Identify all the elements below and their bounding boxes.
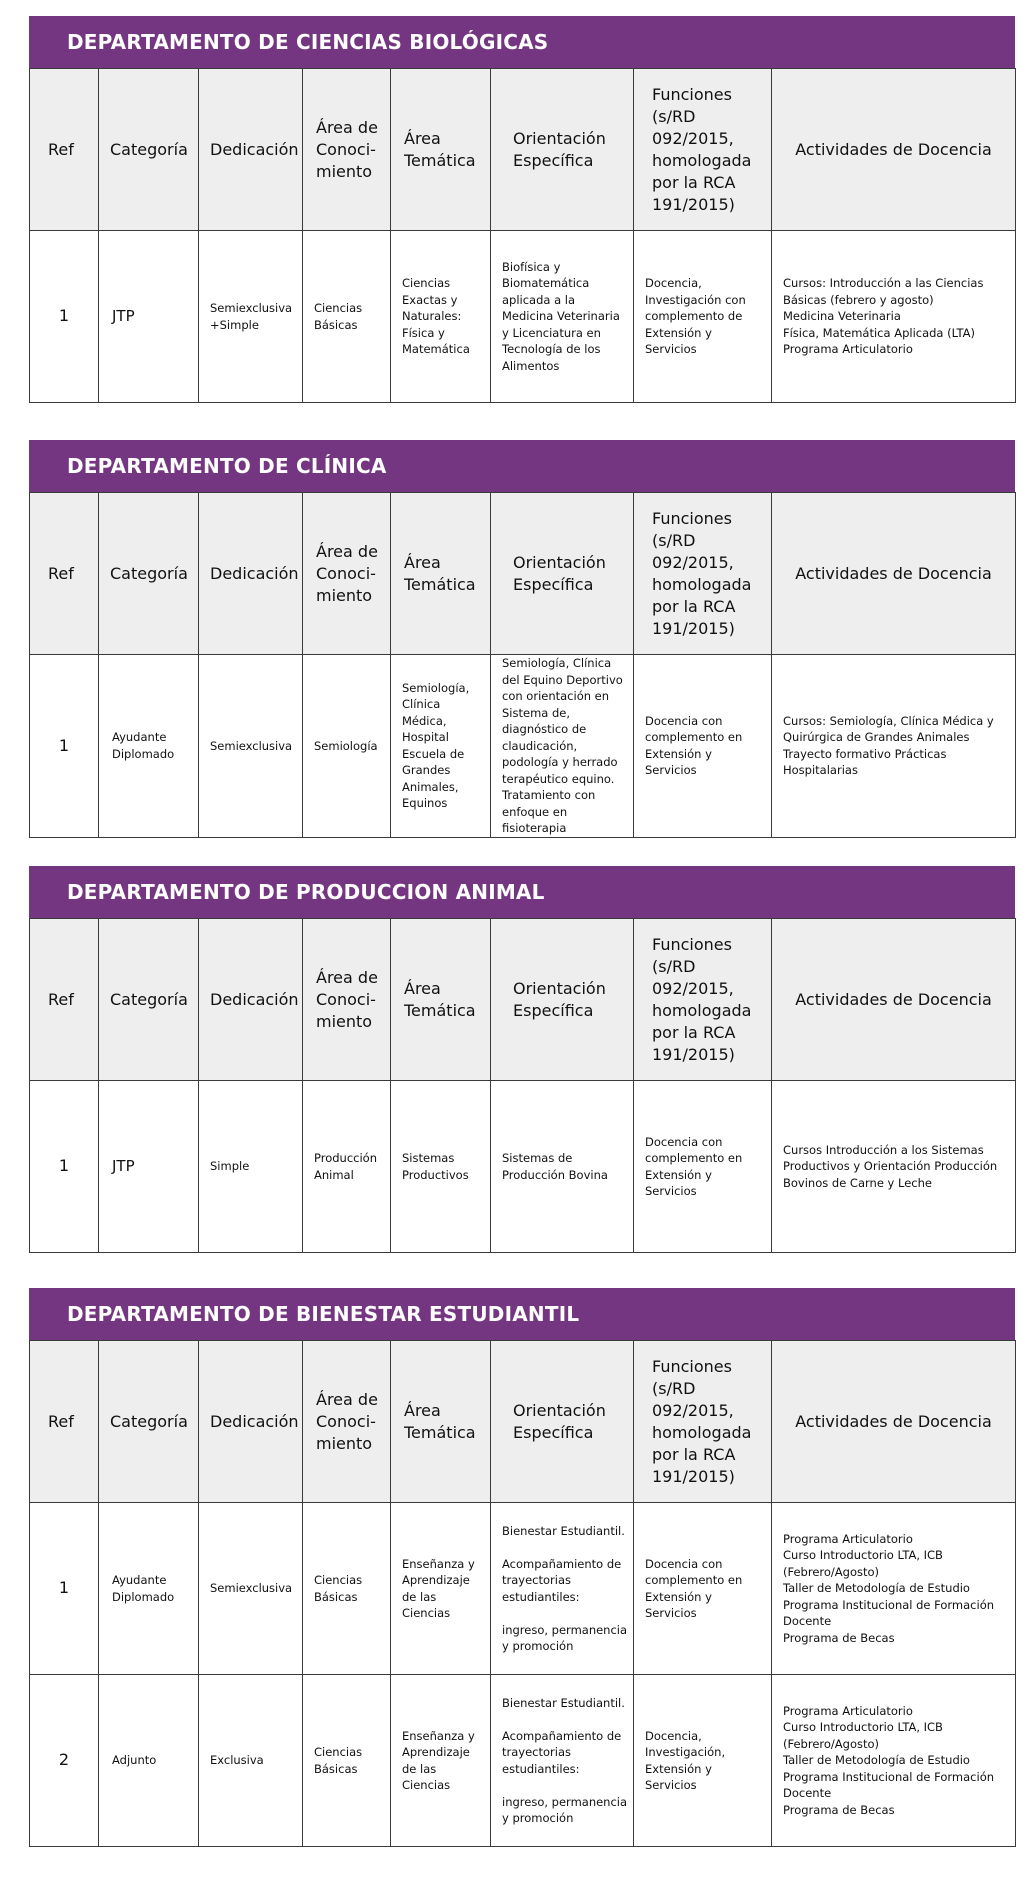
- column-header-categoria: Categoría: [99, 493, 199, 655]
- header-row: [30, 493, 1016, 655]
- cell-area: Ciencias Básicas: [303, 1675, 391, 1847]
- cell-area: Semiología: [303, 655, 391, 838]
- table-row: [30, 1503, 1016, 1675]
- column-header-orientacion: Orientación Específica: [491, 493, 634, 655]
- column-header-tema: Área Temática: [391, 493, 491, 655]
- column-header-actividades: Actividades de Docencia: [772, 1341, 1016, 1503]
- cell-tema: Semiología, Clínica Médica, Hospital Escuela de Grandes Animales, Equinos: [391, 655, 491, 838]
- cell-actividades: Cursos Introducción a los Sistemas Productivos y Orientación Producción Bovinos de Carne y Leche: [772, 1081, 1016, 1253]
- column-header-ref: Ref: [30, 919, 99, 1081]
- cell-area: Ciencias Básicas: [303, 231, 391, 403]
- department-title: DEPARTAMENTO DE BIENESTAR ESTUDIANTIL: [29, 1288, 1015, 1340]
- column-header-categoria: Categoría: [99, 69, 199, 231]
- cell-categoria: JTP: [99, 231, 199, 403]
- column-header-dedicacion: Dedicación: [199, 493, 303, 655]
- cell-tema: Sistemas Productivos: [391, 1081, 491, 1253]
- cell-ref: 2: [30, 1675, 99, 1847]
- cell-actividades: Programa Articulatorio Curso Introductorio LTA, ICB (Febrero/Agosto) Taller de Metodología de Estudio Programa Institucional de Formación Docente Programa de Becas: [772, 1675, 1016, 1847]
- column-header-tema: Área Temática: [391, 69, 491, 231]
- cell-actividades: Cursos: Semiología, Clínica Médica y Quirúrgica de Grandes Animales Trayecto formativo Prácticas Hospitalarias: [772, 655, 1016, 838]
- column-header-orientacion: Orientación Específica: [491, 69, 634, 231]
- cell-categoria: JTP: [99, 1081, 199, 1253]
- header-row: [30, 1341, 1016, 1503]
- cell-dedicacion: Exclusiva: [199, 1675, 303, 1847]
- column-header-area: Área de Conoci- miento: [303, 493, 391, 655]
- column-header-dedicacion: Dedicación: [199, 919, 303, 1081]
- column-header-orientacion: Orientación Específica: [491, 1341, 634, 1503]
- table-row: [30, 655, 1016, 838]
- column-header-funciones: Funciones (s/RD 092/2015, homologada por la RCA 191/2015): [634, 69, 772, 231]
- cell-ref: 1: [30, 231, 99, 403]
- cell-funciones: Docencia con complemento en Extensión y Servicios: [634, 1081, 772, 1253]
- column-header-area: Área de Conoci- miento: [303, 1341, 391, 1503]
- cell-ref: 1: [30, 1081, 99, 1253]
- cell-funciones: Docencia, Investigación con complemento de Extensión y Servicios: [634, 231, 772, 403]
- positions-table: [29, 68, 1016, 403]
- column-header-ref: Ref: [30, 1341, 99, 1503]
- cell-actividades: Programa Articulatorio Curso Introductorio LTA, ICB (Febrero/Agosto) Taller de Metodología de Estudio Programa Institucional de Formación Docente Programa de Becas: [772, 1503, 1016, 1675]
- column-header-tema: Área Temática: [391, 1341, 491, 1503]
- cell-categoria: Adjunto: [99, 1675, 199, 1847]
- column-header-dedicacion: Dedicación: [199, 69, 303, 231]
- cell-orientacion: Biofísica y Biomatemática aplicada a la Medicina Veterinaria y Licenciatura en Tecnología de los Alimentos: [491, 231, 634, 403]
- column-header-ref: Ref: [30, 493, 99, 655]
- cell-funciones: Docencia con complemento en Extensión y Servicios: [634, 655, 772, 838]
- cell-dedicacion: Semiexclusiva: [199, 1503, 303, 1675]
- header-row: [30, 69, 1016, 231]
- department-title: DEPARTAMENTO DE CLÍNICA: [29, 440, 1015, 492]
- column-header-tema: Área Temática: [391, 919, 491, 1081]
- cell-area: Producción Animal: [303, 1081, 391, 1253]
- cell-dedicacion: Simple: [199, 1081, 303, 1253]
- cell-tema: Ciencias Exactas y Naturales: Física y Matemática: [391, 231, 491, 403]
- column-header-funciones: Funciones (s/RD 092/2015, homologada por la RCA 191/2015): [634, 919, 772, 1081]
- column-header-ref: Ref: [30, 69, 99, 231]
- cell-orientacion: Sistemas de Producción Bovina: [491, 1081, 634, 1253]
- cell-funciones: Docencia, Investigación, Extensión y Servicios: [634, 1675, 772, 1847]
- header-row: [30, 919, 1016, 1081]
- cell-funciones: Docencia con complemento en Extensión y Servicios: [634, 1503, 772, 1675]
- cell-actividades: Cursos: Introducción a las Ciencias Básicas (febrero y agosto) Medicina Veterinaria Física, Matemática Aplicada (LTA) Programa Articulatorio: [772, 231, 1016, 403]
- column-header-area: Área de Conoci- miento: [303, 919, 391, 1081]
- department-title: DEPARTAMENTO DE CIENCIAS BIOLÓGICAS: [29, 16, 1015, 68]
- cell-dedicacion: Semiexclusiva +Simple: [199, 231, 303, 403]
- column-header-actividades: Actividades de Docencia: [772, 919, 1016, 1081]
- cell-tema: Enseñanza y Aprendizaje de las Ciencias: [391, 1503, 491, 1675]
- cell-ref: 1: [30, 655, 99, 838]
- cell-ref: 1: [30, 1503, 99, 1675]
- column-header-categoria: Categoría: [99, 919, 199, 1081]
- table-row: [30, 1081, 1016, 1253]
- column-header-orientacion: Orientación Específica: [491, 919, 634, 1081]
- department-section: [29, 16, 1015, 403]
- column-header-area: Área de Conoci- miento: [303, 69, 391, 231]
- department-title: DEPARTAMENTO DE PRODUCCION ANIMAL: [29, 866, 1015, 918]
- department-section: [29, 866, 1015, 1253]
- column-header-dedicacion: Dedicación: [199, 1341, 303, 1503]
- column-header-categoria: Categoría: [99, 1341, 199, 1503]
- cell-orientacion: Bienestar Estudiantil. Acompañamiento de trayectorias estudiantiles: ingreso, permanencia y promoción: [491, 1503, 634, 1675]
- positions-table: [29, 1340, 1016, 1847]
- table-row: [30, 1675, 1016, 1847]
- cell-orientacion: Bienestar Estudiantil. Acompañamiento de trayectorias estudiantiles: ingreso, permanencia y promoción: [491, 1675, 634, 1847]
- department-section: [29, 1288, 1015, 1847]
- cell-dedicacion: Semiexclusiva: [199, 655, 303, 838]
- positions-table: [29, 492, 1016, 838]
- column-header-funciones: Funciones (s/RD 092/2015, homologada por la RCA 191/2015): [634, 1341, 772, 1503]
- column-header-actividades: Actividades de Docencia: [772, 69, 1016, 231]
- cell-categoria: Ayudante Diplomado: [99, 655, 199, 838]
- department-section: [29, 440, 1015, 838]
- column-header-actividades: Actividades de Docencia: [772, 493, 1016, 655]
- positions-table: [29, 918, 1016, 1253]
- cell-orientacion: Semiología, Clínica del Equino Deportivo con orientación en Sistema de, diagnóstico de claudicación, podología y herrado terapéutico equino. Tratamiento con enfoque en fisioterapia: [491, 655, 634, 838]
- cell-tema: Enseñanza y Aprendizaje de las Ciencias: [391, 1675, 491, 1847]
- column-header-funciones: Funciones (s/RD 092/2015, homologada por la RCA 191/2015): [634, 493, 772, 655]
- cell-area: Ciencias Básicas: [303, 1503, 391, 1675]
- table-row: [30, 231, 1016, 403]
- cell-categoria: Ayudante Diplomado: [99, 1503, 199, 1675]
